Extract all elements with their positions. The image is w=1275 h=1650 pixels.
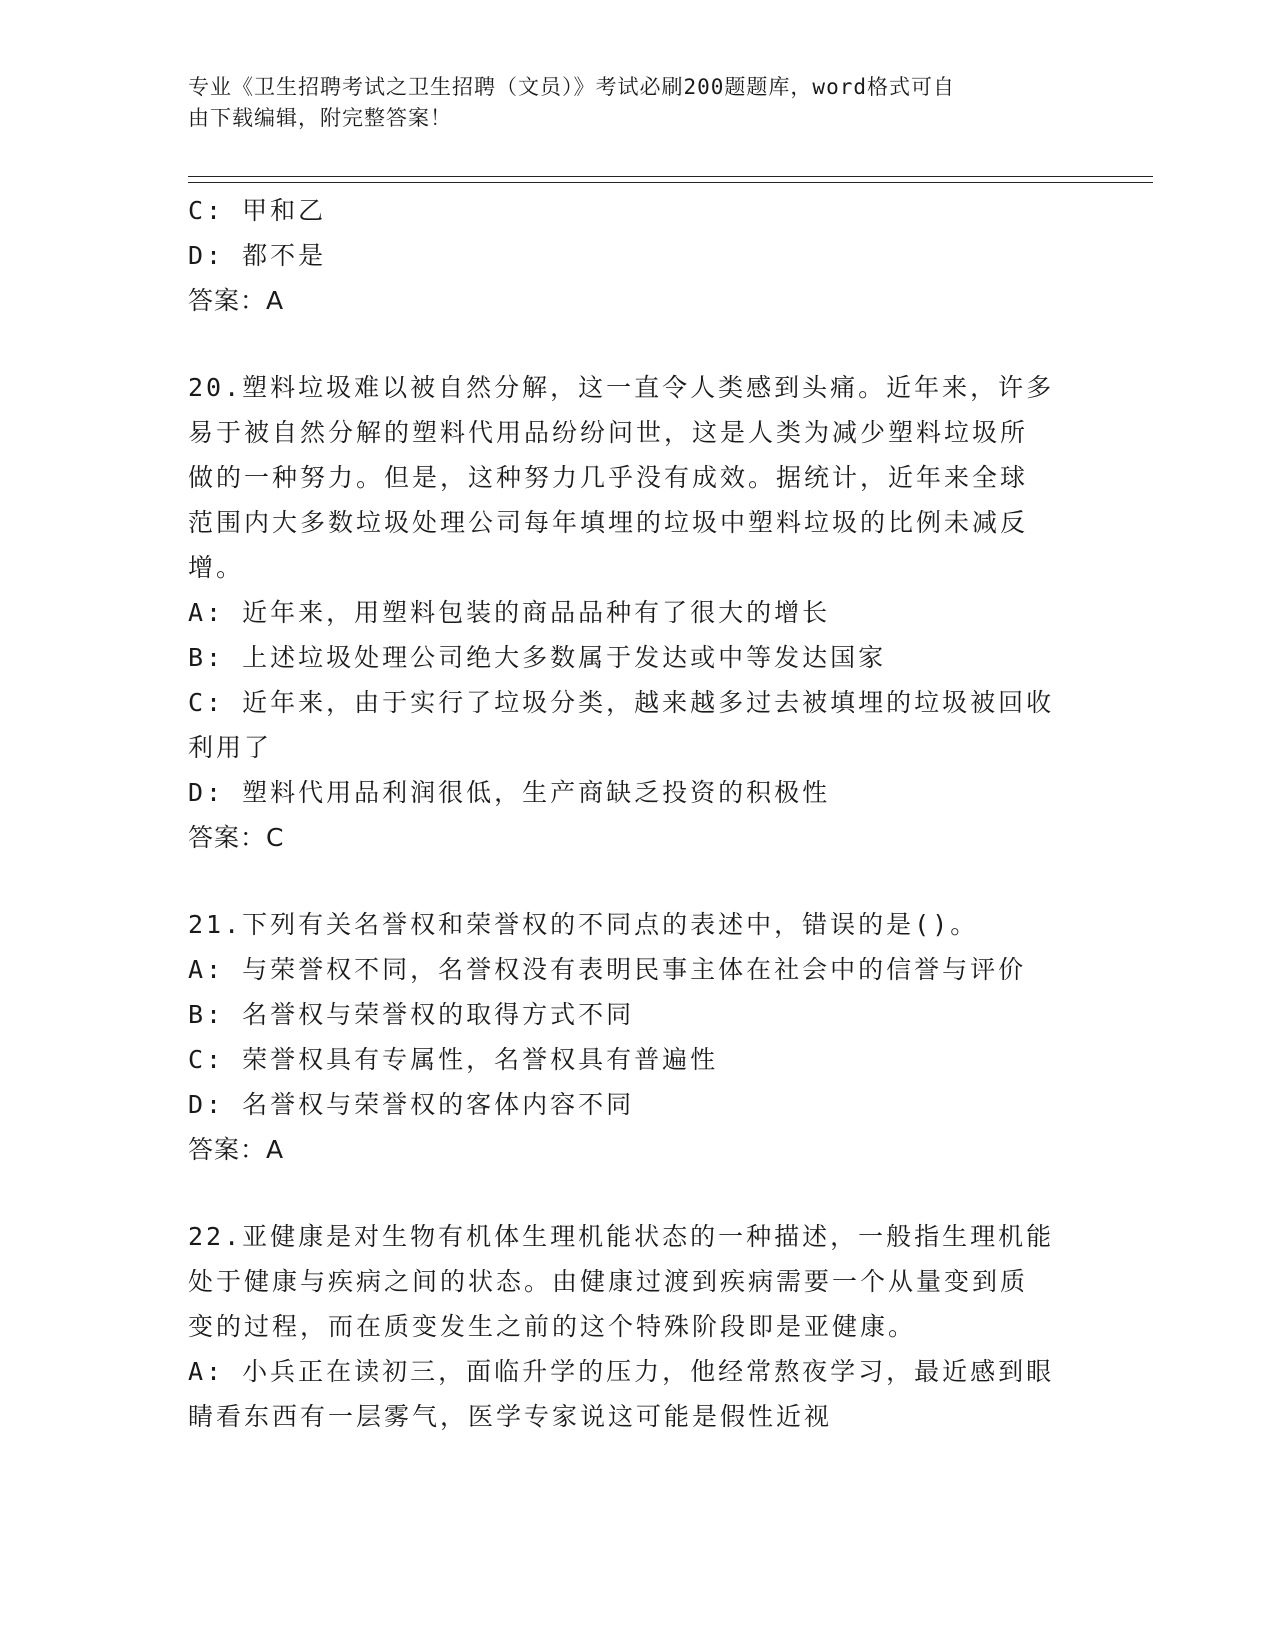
question-20 [188,365,1088,861]
option-a: A: 小兵正在读初三，面临升学的压力，他经常熬夜学习，最近感到眼 [188,1357,1055,1386]
question-stem-line: 范围内大多数垃圾处理公司每年填埋的垃圾中塑料垃圾的比例未减反 [188,508,1029,537]
header-divider-top [188,176,1153,177]
option-a: A: 近年来，用塑料包装的商品品种有了很大的增长 [188,598,831,627]
question-stem-line: 22.亚健康是对生物有机体生理机能状态的一种描述，一般指生理机能 [188,1222,1055,1251]
option-d: D: 都不是 [188,241,327,270]
answer-line: 答案：A [188,286,285,315]
header-line-2: 由下载编辑，附完整答案！ [188,106,452,130]
question-stem-line: 易于被自然分解的塑料代用品纷纷问世，这是人类为减少塑料垃圾所 [188,418,1029,447]
question-22 [188,1214,1088,1439]
question-19-tail [188,188,1088,324]
spacer [188,1173,1088,1214]
option-d: D: 塑料代用品利润很低，生产商缺乏投资的积极性 [188,778,831,807]
option-c: C: 甲和乙 [188,196,327,225]
answer-line: 答案：A [188,1135,285,1164]
option-b: B: 上述垃圾处理公司绝大多数属于发达或中等发达国家 [188,643,887,672]
option-a: A: 与荣誉权不同，名誉权没有表明民事主体在社会中的信誉与评价 [188,955,1027,984]
option-d: D: 名誉权与荣誉权的客体内容不同 [188,1090,635,1119]
document-body [188,188,1088,1439]
spacer [188,324,1088,365]
question-stem-line: 做的一种努力。但是，这种努力几乎没有成效。据统计，近年来全球 [188,463,1029,492]
option-c: C: 近年来，由于实行了垃圾分类，越来越多过去被填埋的垃圾被回收 [188,688,1055,717]
header-line-1: 专业《卫生招聘考试之卫生招聘（文员）》考试必刷200题题库，word格式可自 [188,75,955,99]
question-stem-line: 变的过程，而在质变发生之前的这个特殊阶段即是亚健康。 [188,1312,917,1341]
option-c-continued: 利用了 [188,733,273,762]
header-divider-bottom [188,182,1153,183]
question-stem-line: 处于健康与疾病之间的状态。由健康过渡到疾病需要一个从量变到质 [188,1267,1029,1296]
page-header [188,72,1088,134]
question-stem-line: 21.下列有关名誉权和荣誉权的不同点的表述中，错误的是()。 [188,910,979,939]
question-stem-line: 增。 [188,553,245,582]
question-21 [188,902,1088,1173]
option-a-continued: 睛看东西有一层雾气，医学专家说这可能是假性近视 [188,1402,833,1431]
option-c: C: 荣誉权具有专属性，名誉权具有普遍性 [188,1045,719,1074]
question-stem-line: 20.塑料垃圾难以被自然分解，这一直令人类感到头痛。近年来，许多 [188,373,1055,402]
answer-line: 答案：C [188,823,285,852]
option-b: B: 名誉权与荣誉权的取得方式不同 [188,1000,635,1029]
spacer [188,861,1088,902]
